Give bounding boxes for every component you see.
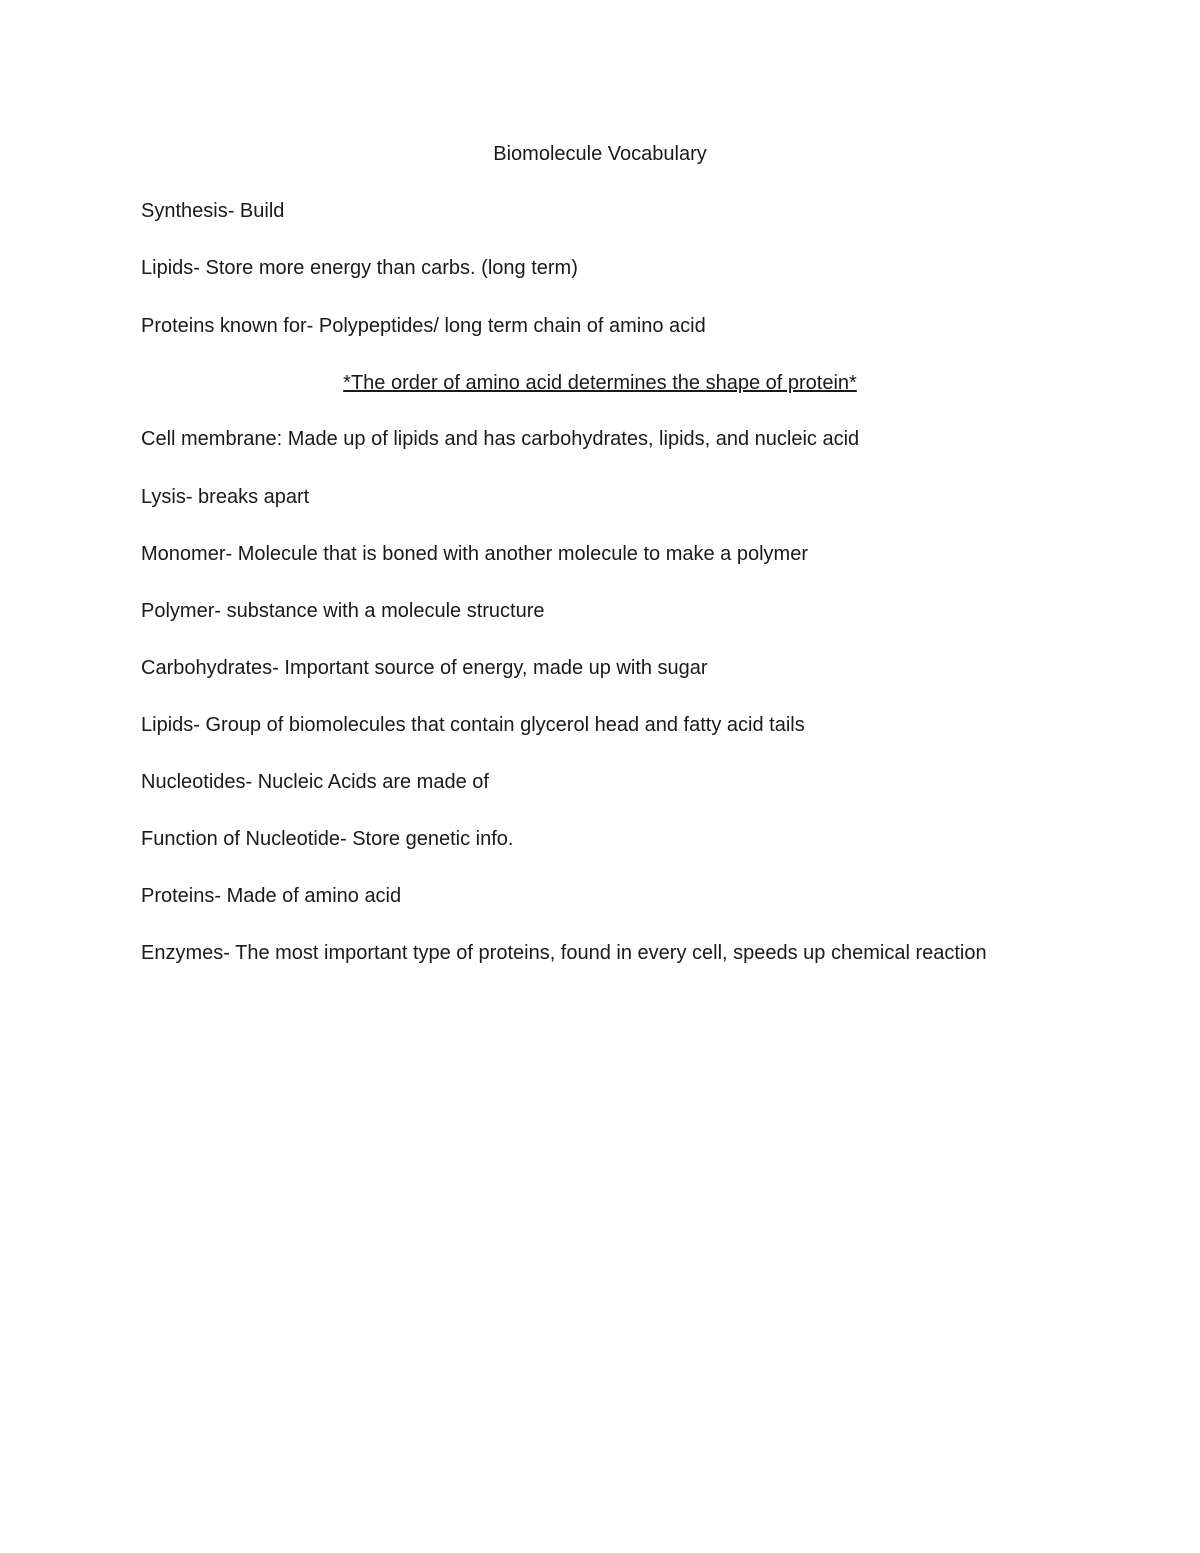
protein-shape-note: *The order of amino acid determines the shape of protein*: [343, 372, 857, 394]
vocab-line-lipids-group: Lipids- Group of biomolecules that contain glycerol head and fatty acid tails: [141, 714, 805, 736]
vocab-line-nucleotides: Nucleotides- Nucleic Acids are made of: [141, 771, 489, 793]
vocab-line-monomer: Monomer- Molecule that is boned with another molecule to make a polymer: [141, 543, 808, 565]
vocab-line-polymer: Polymer- substance with a molecule structure: [141, 600, 545, 622]
vocab-line-synthesis: Synthesis- Build: [141, 200, 285, 222]
vocab-line-cell-membrane: Cell membrane: Made up of lipids and has carbohydrates, lipids, and nucleic acid: [141, 428, 860, 450]
page-title: Biomolecule Vocabulary: [493, 143, 707, 165]
vocab-line-enzymes: Enzymes- The most important type of proteins, found in every cell, speeds up chemical reaction: [141, 942, 987, 964]
vocab-line-lysis: Lysis- breaks apart: [141, 486, 310, 508]
vocab-line-lipids-energy: Lipids- Store more energy than carbs. (long term): [141, 257, 578, 279]
vocab-line-proteins: Proteins- Made of amino acid: [141, 885, 402, 907]
vocab-line-nucleotide-function: Function of Nucleotide- Store genetic info.: [141, 828, 514, 850]
vocab-line-carbohydrates: Carbohydrates- Important source of energy, made up with sugar: [141, 657, 708, 679]
vocab-line-proteins-known-for: Proteins known for- Polypeptides/ long term chain of amino acid: [141, 315, 706, 337]
